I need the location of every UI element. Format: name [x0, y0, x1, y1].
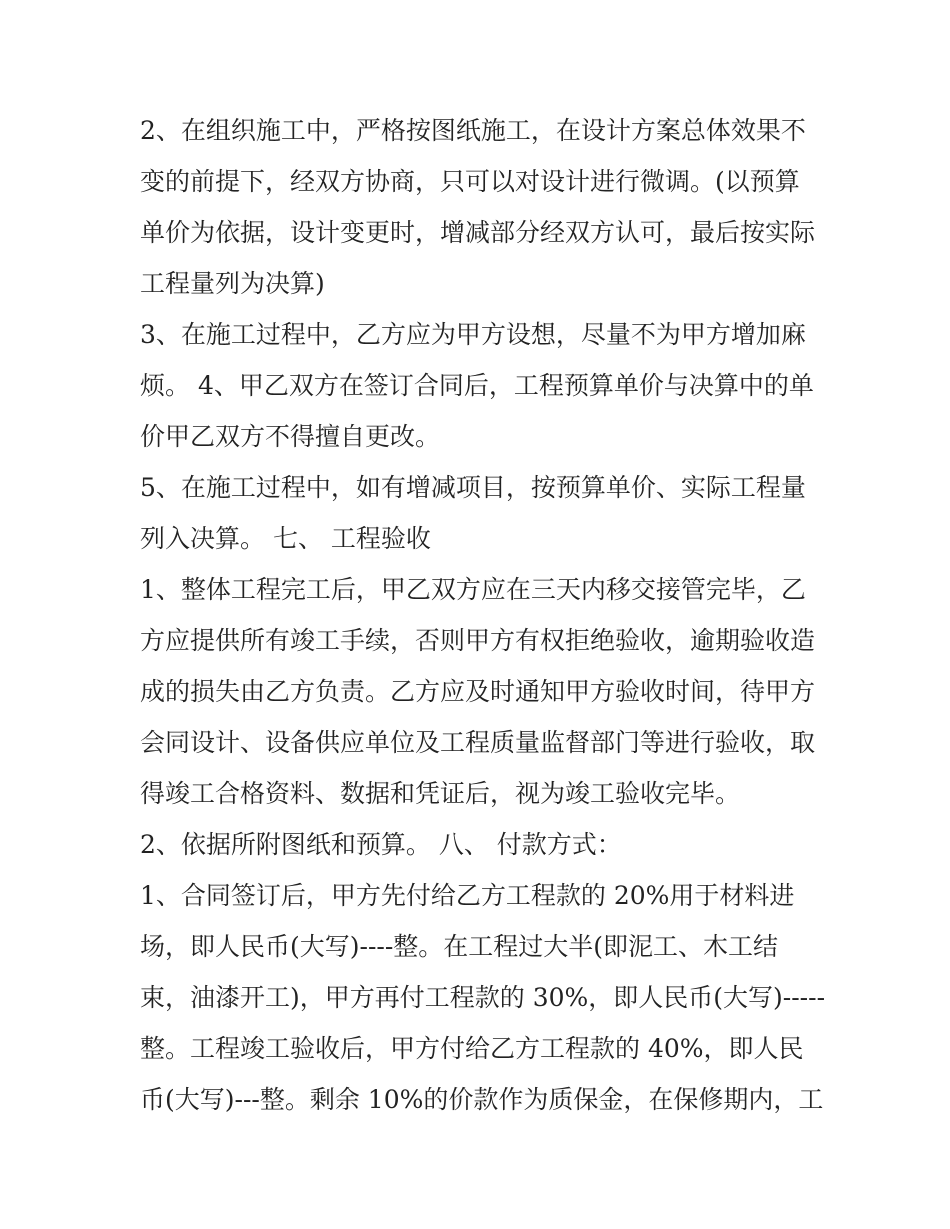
text-line: 变的前提下，经双方协商，只可以对设计进行微调。(以预算 — [140, 167, 800, 196]
text-line: 成的损失由乙方负责。乙方应及时通知甲方验收时间，待甲方 — [140, 677, 816, 706]
text-line: 场，即人民币(大写)----整。在工程过大半(即泥工、木工结 — [140, 932, 779, 961]
contract-text — [140, 105, 826, 1125]
text-line: 工程量列为决算) — [140, 269, 325, 298]
text-line: 币(大写)---整。剩余 10%的价款作为质保金，在保修期内，工 — [140, 1085, 824, 1114]
text-line: 5、在施工过程中，如有增减项目，按预算单价、实际工程量 — [140, 473, 806, 502]
text-line: 会同设计、设备供应单位及工程质量监督部门等进行验收，取 — [140, 728, 816, 757]
text-line: 单价为依据，设计变更时，增减部分经双方认可，最后按实际 — [140, 218, 816, 247]
text-line: 烦。 4、甲乙双方在签订合同后，工程预算单价与决算中的单 — [140, 371, 814, 400]
text-line: 整。工程竣工验收后，甲方付给乙方工程款的 40%，即人民 — [140, 1034, 804, 1063]
text-line: 2、在组织施工中，严格按图纸施工，在设计方案总体效果不 — [140, 116, 806, 145]
text-line: 2、依据所附图纸和预算。 八、 付款方式： — [140, 830, 622, 859]
text-line: 得竣工合格资料、数据和凭证后，视为竣工验收完毕。 — [140, 779, 741, 808]
text-line: 3、在施工过程中，乙方应为甲方设想，尽量不为甲方增加麻 — [140, 320, 806, 349]
text-line: 列入决算。 七、 工程验收 — [140, 524, 431, 553]
text-line: 方应提供所有竣工手续，否则甲方有权拒绝验收，逾期验收造 — [140, 626, 816, 655]
text-line: 1、整体工程完工后，甲乙双方应在三天内移交接管完毕，乙 — [140, 575, 806, 604]
text-line: 1、合同签订后，甲方先付给乙方工程款的 20%用于材料进 — [140, 881, 795, 910]
text-line: 价甲乙双方不得擅自更改。 — [140, 422, 441, 451]
text-line: 束，油漆开工)，甲方再付工程款的 30%，即人民币(大写)----- — [140, 983, 826, 1012]
